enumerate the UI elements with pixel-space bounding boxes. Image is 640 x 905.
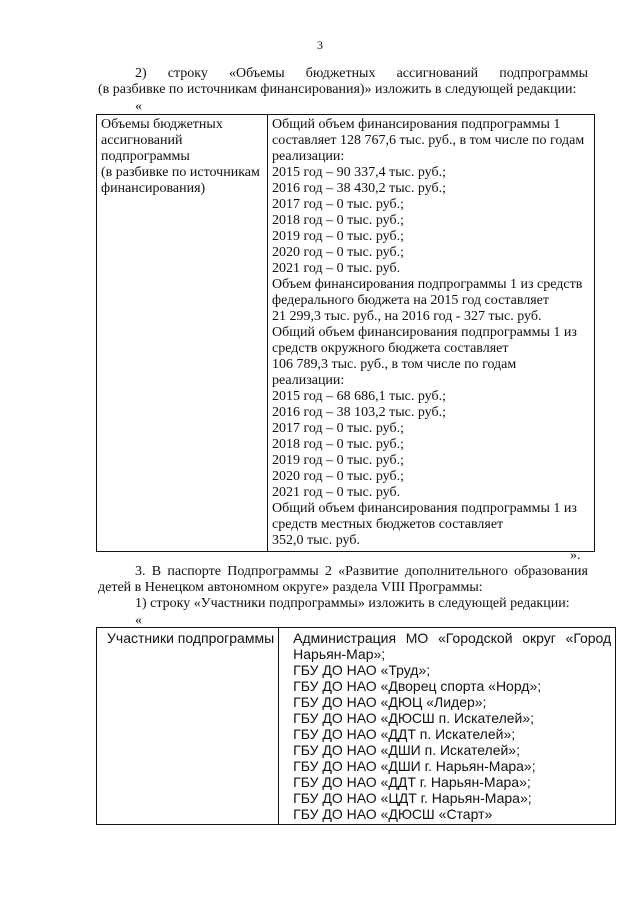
- para2-line2: детей в Ненецком автономном округе» раздела VIII Программы:: [98, 580, 483, 595]
- page-number: 3: [317, 38, 323, 52]
- para1-line1: 2) строку «Объемы бюджетных ассигнований подпрограммы: [135, 66, 588, 81]
- budget-row-value: Общий объем финансирования подпрограммы 1 составляет 128 767,6 тыс. руб., в том числе по годам реализации: 2015 год – 90 337,4 тыс. руб.; 2016 год – 38 430,2 тыс. руб.; 2017 год – 0 тыс. руб.; 2018 год – 0 тыс. руб.; 2019 год – 0 тыс. руб.; 2020 год – 0 тыс. руб.; 2021 год – 0 тыс. руб. Объем финансирования подпрограммы 1 из средств федерального бюджета на 2015 год составляет 21 299,3 тыс. руб., на 2016 год - 327 тыс. руб. Общий объем финансирования подпрограммы 1 из средств окружного бюджета составляет 106 789,3 тыс. руб., в том числе по годам реализации: 2015 год – 68 686,1 тыс. руб.; 2016 год – 38 103,2 тыс. руб.; 2017 год – 0 тыс. руб.; 2018 год – 0 тыс. руб.; 2019 год – 0 тыс. руб.; 2020 год – 0 тыс. руб.; 2021 год – 0 тыс. руб. Общий объем финансирования подпрограммы 1 из средств местных бюджетов составляет 352,0 тыс. руб.: [268, 115, 595, 552]
- participants-table: [96, 627, 616, 825]
- budget-allocations-table: [96, 114, 595, 552]
- participants-row-label: Участники подпрограммы: [97, 628, 279, 825]
- open-quote-2: «: [135, 613, 142, 628]
- paragraph-2-amend-volumes: [98, 66, 588, 98]
- para2-line3: 1) строку «Участники подпрограммы» изложить в следующей редакции:: [135, 596, 570, 611]
- para2-line1: 3. В паспорте Подпрограммы 2 «Развитие дополнительного образования: [135, 564, 588, 579]
- para1-line2: (в разбивке по источникам финансирования)» изложить в следующей редакции:: [98, 82, 577, 97]
- budget-row-label: Объемы бюджетных ассигнований подпрограммы (в разбивке по источникам финансирования): [97, 115, 268, 552]
- paragraph-3-subprogram-2: [98, 564, 588, 612]
- participants-row-value: Администрация МО «Городской округ «Город Нарьян-Мар»; ГБУ ДО НАО «Труд»; ГБУ ДО НАО «Дворец спорта «Норд»; ГБУ ДО НАО «ДЮЦ «Лидер»; ГБУ ДО НАО «ДЮСШ п. Искателей»; ГБУ ДО НАО «ДДТ п. Искателей»; ГБУ ДО НАО «ДШИ п. Искателей»; ГБУ ДО НАО «ДШИ г. Нарьян-Мара»; ГБУ ДО НАО «ДДТ г. Нарьян-Мара»; ГБУ ДО НАО «ЦДТ г. Нарьян-Мара»; ГБУ ДО НАО «ДЮСШ «Старт»: [279, 628, 616, 825]
- participants-line1: Администрация МО «Городской округ «Город: [293, 630, 612, 646]
- close-quote-1: ».: [570, 548, 581, 563]
- open-quote-1: «: [135, 99, 142, 114]
